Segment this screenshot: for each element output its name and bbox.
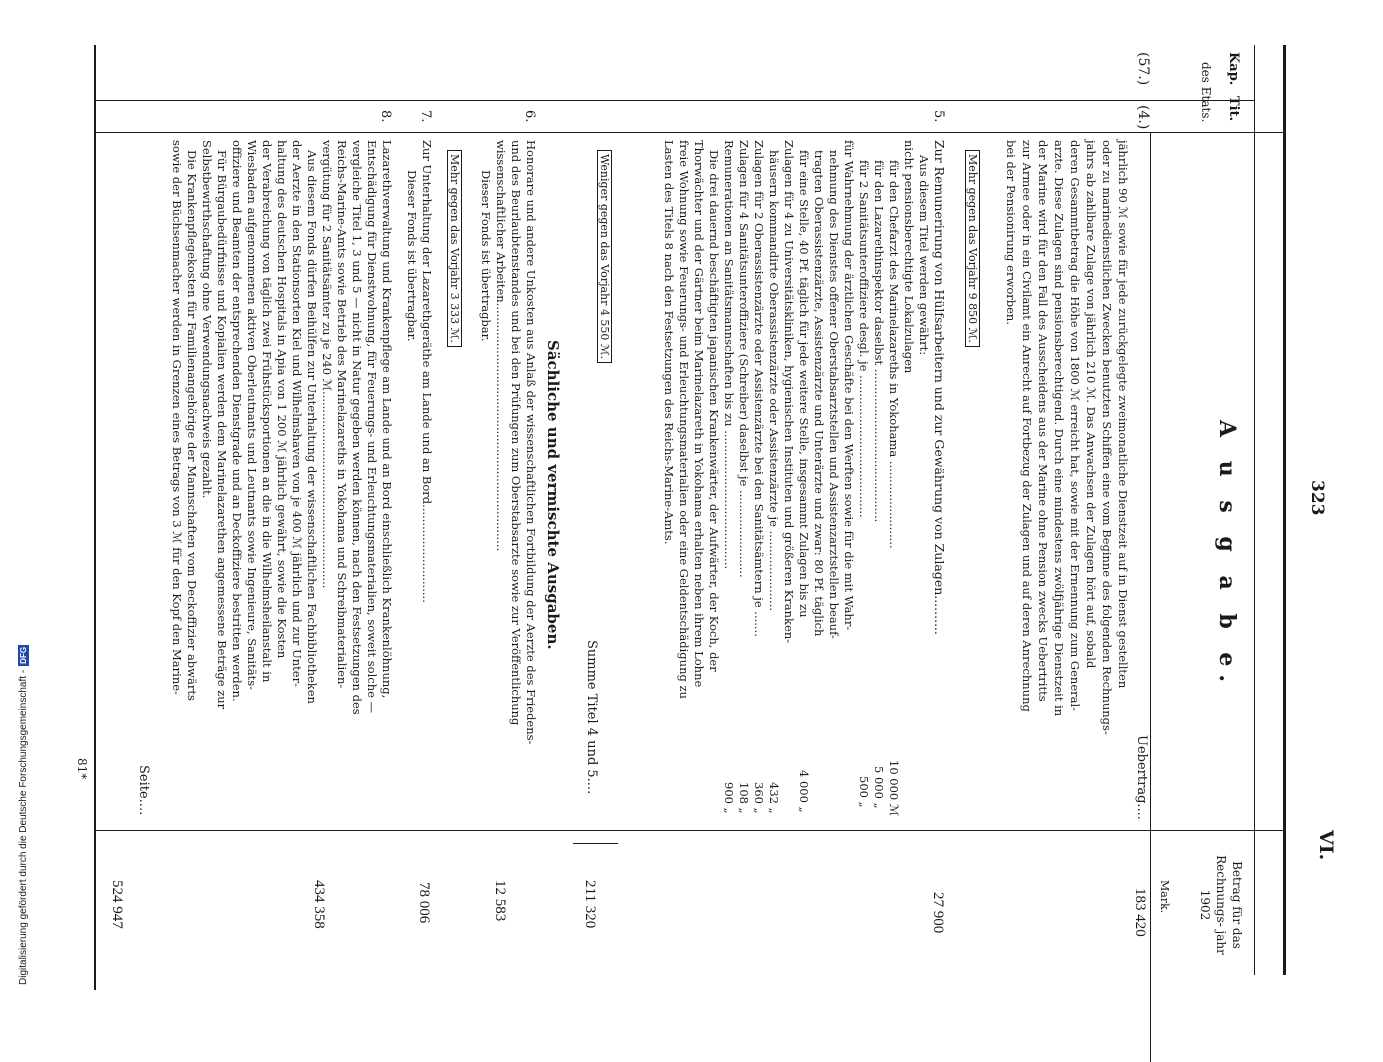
seite-label: Seite....	[136, 765, 151, 816]
item5-line: Zulagen für 4 Sanitätsunteroffiziere (Schreiber) daselbst je ........................	[737, 140, 751, 578]
item5-line: für 2 Sanitätsunteroffiziere desgl. je .......................................	[857, 160, 871, 518]
item5-line-value: 10 000 ℳ	[887, 760, 901, 817]
amount-column-rule	[94, 830, 1284, 831]
intro-line: der Marine wird für den Fall des Ausscheidens aus der Marine ohne Pension zwecks Uebertritts	[1036, 140, 1050, 702]
item5-line-value: 432 „	[767, 782, 781, 814]
item5-line: tragten Oberassistenzärzte, Assistenzärzte und Unterärzte und zwar: 80 Pf. täglich	[812, 150, 826, 637]
intro-line: jährlich 90 ℳ sowie für jede zurückgelegte zweimonatliche Dienstzeit auf in Dienst gestellten	[1116, 140, 1130, 689]
item7-note: Dieser Fonds ist übertragbar.	[405, 170, 419, 342]
signature-mark: 81*	[75, 758, 89, 780]
dfg-logo: DFG	[19, 646, 28, 664]
item8-number: 8.	[378, 110, 393, 123]
intro-line: deren Gesammtbetrag die Höhe von 1800 ℳ erreicht hat, sowie mit der Ernennung zum General-	[1068, 140, 1082, 712]
intro-line: jahrs ab zahlbare Zulage von jährlich 210 ℳ. Das Anwachsen der Zulagen hört auf, sobald	[1084, 140, 1098, 669]
column-header-rule	[1150, 132, 1151, 1062]
intro-line: bei der Pensionirung erworben.	[1004, 140, 1018, 325]
col-tit-label: Tit.	[1226, 96, 1241, 122]
intro-line: oder zu marinedienstlichen Zwecken benutzten Schiffen eine vom Beginne des folgenden Rechnungs-	[1100, 140, 1114, 735]
col-des-etats-label: des Etats.	[1199, 62, 1213, 123]
weniger-note: Weniger gegen das Vorjahr 4 550 ℳ.	[597, 150, 612, 363]
item6-amount: 12 583	[492, 880, 508, 922]
item5-amount: 27 900	[930, 892, 946, 934]
page-number: 323	[1307, 480, 1327, 516]
item8-line: Wiesbaden aufgenommenen aktiven Oberleutnants und Leutnants sowie Ingenieure, Sanitäts-	[245, 140, 259, 690]
item5-line: nehmung des Dienstes offener Oberstabsarztstellen und Assistenzarztstellen beauf-	[827, 150, 841, 639]
kap-number: (57.)	[1135, 52, 1151, 86]
digitization-footer	[18, 645, 29, 985]
mehr-note-2: Mehr gegen das Vorjahr 3 333 ℳ.	[447, 150, 462, 347]
item5-line: für den Chefarzt des Marinelazareths in Yokohama ........................	[887, 160, 901, 549]
mehr-note-1: Mehr gegen das Vorjahr 9 850 ℳ.	[965, 150, 980, 347]
intro-line: arzte. Diese Zulagen sind pensionsberechtigend. Durch eine mindestens zwölfjährige Dienstzeit in	[1052, 140, 1066, 717]
item5-line-value: 360 „	[752, 782, 766, 814]
footer-text: Digitalisierung gefördert durch die Deutsche Forschungsgemeinschaft -	[18, 669, 29, 985]
intro-line: zur Armee oder in ein Civilamt ein Anrecht auf Fortbezug der Zulagen und auf deren Anrechnung	[1020, 140, 1034, 712]
col-mark-label: Mark.	[1158, 880, 1171, 914]
item8-line: Lazarethverwaltung und Krankenpflege am Lande und an Bord einschließlich Krankenlöhnung,	[380, 140, 394, 699]
item8-line: Aus diesem Fonds dürfen Beihülfen zur Unterhaltung der wissenschaftlichen Fachbibliotheken	[305, 150, 319, 704]
item8-line: Die Krankenpflegekosten für Familienangehörige der Mannschaften vom Deckoffizier abwärts	[185, 150, 199, 701]
summe-amount: 211 320	[582, 880, 598, 929]
item7-amount: 78 006	[416, 882, 432, 924]
summe-label: Summe Titel 4 und 5....	[584, 640, 599, 795]
item6-note: Dieser Fonds ist übertragbar.	[479, 170, 493, 342]
item5-line: für Wahrnehmung der ärztlichen Geschäfte bei den Werften sowie für die mit Wahr-	[842, 140, 856, 631]
kap-column-rule	[94, 132, 1284, 133]
lit-column-rule	[94, 100, 1254, 101]
item8-line: Reichs-Marine-Amts sowie Betrieb des Marinelazareths in Yokohama und Schreibmaterialien-	[335, 140, 349, 689]
summe-underline	[573, 843, 618, 844]
item5-number: 5.	[931, 110, 946, 123]
item8-amount: 434 358	[311, 880, 327, 929]
item5-line-value: 500 „	[857, 776, 871, 808]
item8-line: Für Bürgaubedürfnisse und Kopialien werden dem Marinelazarethen angemessene Beträge zur	[215, 150, 229, 710]
item6-line: Honorare und andere Unkosten aus Anlaß der wissenschaftlichen Fortbildung der Aerzte des Friedens-	[524, 140, 538, 745]
item5-line: Die drei dauernd beschäftigten japanischen Krankenwärter, der Aufwärter, der Koch, der	[707, 150, 721, 672]
col-betrag-label: Betrag für das Rechnungs- jahr 1902	[1198, 855, 1244, 955]
item5-line: häusern kommandirte Oberassistenzärzte oder Assistenzärzte je ......................	[767, 150, 781, 612]
item5-line-value: 900 „	[722, 782, 736, 814]
item8-line: Entschädigung für Dienstwohnung, für Feuerungs- und Erleuchtungsmaterialien, soweit solche —	[365, 140, 379, 714]
item5-line: für eine Stelle, 40 Pf. täglich für jede weitere Stelle, insgesammt Zulagen bis zu	[797, 150, 811, 618]
col-kap-label: Kap.	[1226, 52, 1241, 86]
item8-line: sowie der Büchsenmacher werden in Grenzen eines Betrags von 3 ℳ für den Kopf den Marine-	[170, 140, 184, 695]
item5-line: Aus diesem Titel werden gewährt:	[917, 155, 931, 356]
item5-line: Thorwächter und der Gärtner beim Marinelazareth in Yokohama erhalten neben ihrem Lohne	[692, 140, 706, 688]
uebertrag-amount: 183 420	[1132, 888, 1148, 937]
item8-line: Selbstbewirthschaftung ohne Verwendungsnachweis gezahlt.	[200, 140, 214, 499]
item5-line-value: 4 000 „	[797, 770, 811, 813]
item5-title: Zur Remunerirung von Hülfsarbeitern und zur Gewährung von Zulagen..........	[932, 140, 947, 635]
item7-number: 7.	[418, 110, 433, 123]
item8-line: vergleiche Titel 1, 3 und 5 — nicht in Natur gegeben werden können, nach den Festsetzungen des	[350, 140, 364, 715]
bottom-border-rule	[94, 45, 96, 990]
uebertrag-label: Uebertrag....	[1134, 735, 1149, 820]
page-title: A u s g a b e.	[1214, 420, 1240, 691]
item5-line: Remunerationen an Sanitätsmannschaften bis zu ......................................	[722, 140, 736, 570]
section-number: VI.	[1315, 830, 1337, 861]
item5-line: Lasten des Titels 8 nach den Festsetzungen des Reichs-Marine-Amts.	[662, 140, 676, 545]
item8-line: der Aerzte in den Stationsorten Kiel und Wilhelmshaven von je 400 ℳ jährlich und zur Unter-	[290, 140, 304, 687]
item5-line: nicht pensionsberechtigte Lokalzulagen	[902, 140, 916, 374]
item5-line: Zulagen für 2 Oberassistenzärzte oder Assistenzärzte bei den Sanitätsämtern je .......	[752, 140, 766, 637]
item6-line: und des Beurlaubtenstandes und bei den Prüfungen zum Oberstabsarzte sowie zur Veröffentlichung	[509, 140, 523, 726]
item5-line: Zulagen für 4 zu Universitätskliniken, hygienischen Instituten und größeren Kranken-	[782, 140, 796, 644]
item8-line: offiziere und Beamten der entsprechenden Dienstgrade und an Deckoffiziere bestritten werden.	[230, 140, 244, 702]
section-heading: Sächliche und vermischte Ausgaben.	[544, 340, 562, 650]
item7-line: Zur Unterhaltung der Lazarethgeräthe am Lande und an Bord...........................	[420, 140, 434, 603]
seite-amount: 524 947	[109, 880, 125, 929]
item5-line: freie Wohnung sowie Feuerungs- und Erleuchtungsmaterialien oder eine Geldentschädigung zu	[677, 140, 691, 699]
item6-number: 6.	[522, 110, 537, 123]
item5-line-value: 5 000 „	[872, 766, 886, 809]
top-border-rule	[1283, 45, 1286, 975]
item6-line: wissenschaftlicher Arbeiten....................................................................	[494, 140, 508, 552]
item8-line: vergütung für 2 Sanitätsämter zu je 240 ℳ......................................................	[320, 140, 334, 589]
item8-line: der Verabreichung von täglich zwei Frühstücksportionen an die in die Wilhelmsheilanstalt in	[260, 140, 274, 683]
tit-number: (4.)	[1135, 105, 1151, 130]
item5-line-value: 108 „	[737, 782, 751, 814]
item5-line: für den Lazarethinspektor daselbst ..........................................	[872, 160, 886, 523]
item8-line: haltung des deutschen Hospitals in Apia von 1 200 ℳ jährlich gewährt, sowie die Kosten	[275, 140, 289, 659]
header-rule	[1254, 45, 1255, 975]
